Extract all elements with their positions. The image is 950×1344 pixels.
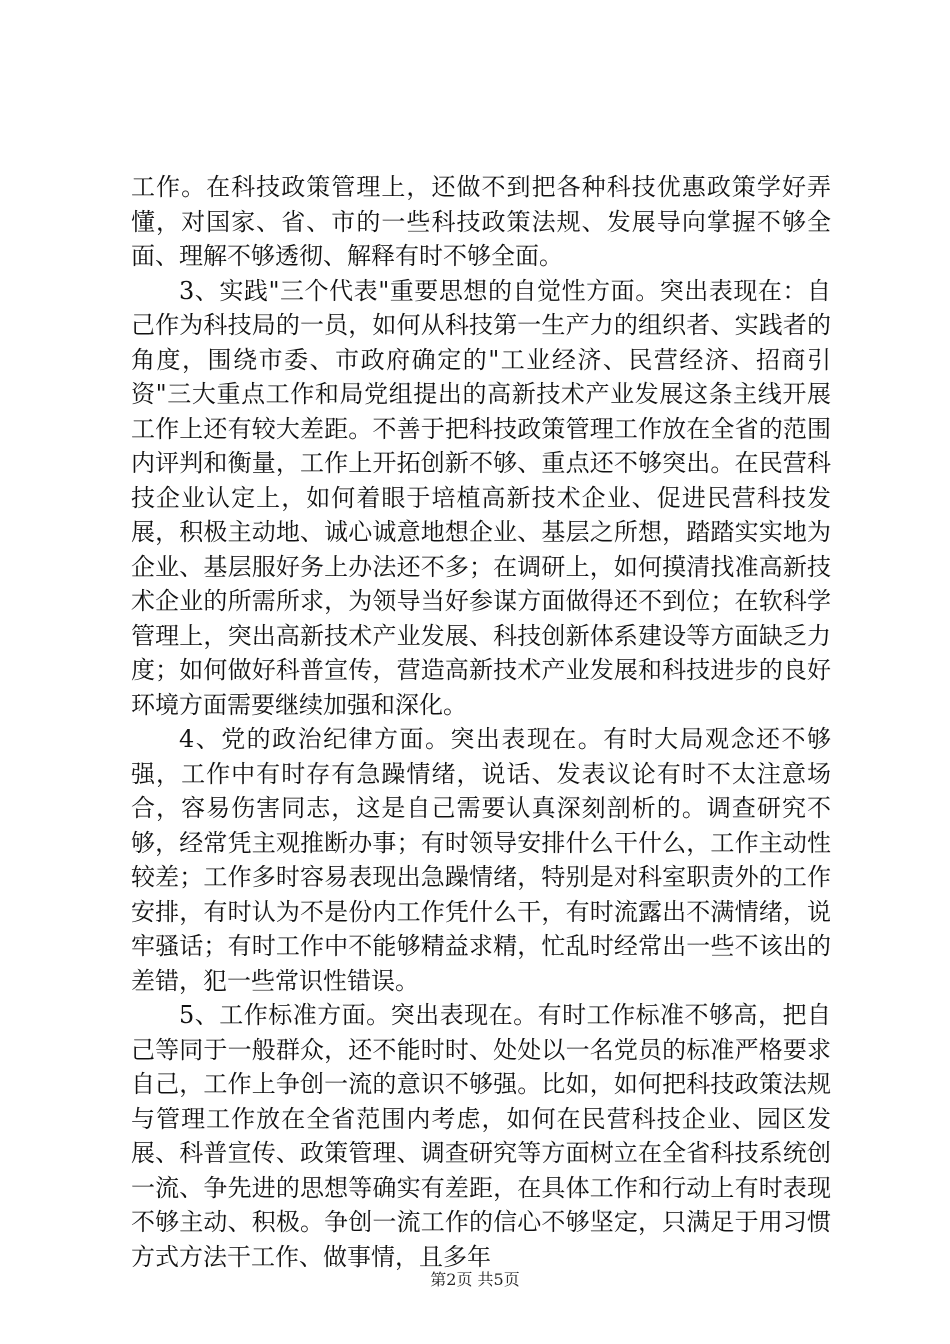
paragraph-continuation: 工作。在科技政策管理上，还做不到把各种科技优惠政策学好弄懂，对国家、省、市的一些科技政策法规、发展导向掌握不够全面、理解不够透彻、解释有时不够全面。: [131, 173, 831, 270]
paragraph-item-5: 5、工作标准方面。突出表现在。有时工作标准不够高，把自己等同于一般群众，还不能时时、处处以一名党员的标准严格要求自己，工作上争创一流的意识不够强。比如，如何把科技政策法规与管理工作放在全省范围内考虑，如何在民营科技企业、园区发展、科普宣传、政策管理、调查研究等方面树立在全省科技系统创一流、争先进的思想等确实有差距，在具体工作和行动上有时表现不够主动、积极。争创一流工作的信心不够坚定，只满足于用习惯方式方法干工作、做事情，且多年: [131, 1001, 831, 1271]
document-body: [131, 170, 831, 1274]
paragraph-item-4: 4、党的政治纪律方面。突出表现在。有时大局观念还不够强，工作中有时存有急躁情绪，说话、发表议论有时不太注意场合，容易伤害同志，这是自己需要认真深刻剖析的。调查研究不够，经常凭主观推断办事；有时领导安排什么干什么，工作主动性较差；工作多时容易表现出急躁情绪，特别是对科室职责外的工作安排，有时认为不是份内工作凭什么干，有时流露出不满情绪，说牢骚话；有时工作中不能够精益求精，忙乱时经常出一些不该出的差错，犯一些常识性错误。: [131, 725, 831, 995]
page-footer: 第2页 共5页: [430, 1270, 520, 1289]
paragraph-item-3: 3、实践"三个代表"重要思想的自觉性方面。突出表现在：自己作为科技局的一员，如何从科技第一生产力的组织者、实践者的角度，围绕市委、市政府确定的"工业经济、民营经济、招商引资"三大重点工作和局党组提出的高新技术产业发展这条主线开展工作上还有较大差距。不善于把科技政策管理工作放在全省的范围内评判和衡量，工作上开拓创新不够、重点还不够突出。在民营科技企业认定上，如何着眼于培植高新技术企业、促进民营科技发展，积极主动地、诚心诚意地想企业、基层之所想，踏踏实实地为企业、基层服好务上办法还不多；在调研上，如何摸清找准高新技术企业的所需所求，为领导当好参谋方面做得还不到位；在软科学管理上，突出高新技术产业发展、科技创新体系建设等方面缺乏力度；如何做好科普宣传，营造高新技术产业发展和科技进步的良好环境方面需要继续加强和深化。: [131, 276, 831, 719]
